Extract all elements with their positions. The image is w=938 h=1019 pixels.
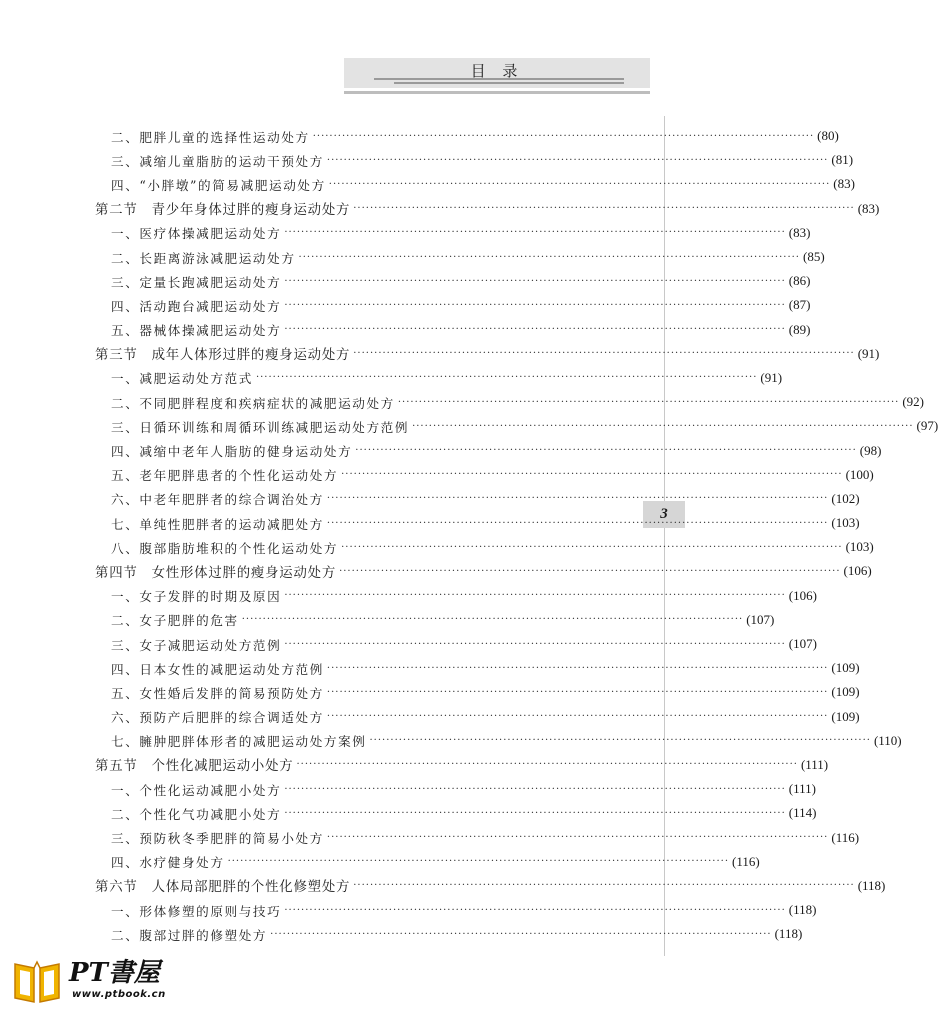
toc-page-number: (97) bbox=[916, 418, 938, 434]
toc-page-number: (109) bbox=[831, 660, 860, 676]
leader-dots: ························································································································ bbox=[326, 154, 829, 166]
leader-dots: ························································································································ bbox=[326, 686, 829, 698]
leader-dots: ························································································································ bbox=[298, 251, 800, 263]
toc-entry-row[interactable] bbox=[95, 269, 811, 293]
toc-entry-title: 四、“小胖墩”的简易减肥运动处方 bbox=[111, 177, 326, 193]
section-number: 第三节 bbox=[95, 348, 138, 364]
section-number: 第四节 bbox=[95, 565, 138, 581]
toc-entry-title: 五、老年肥胖患者的个性化运动处方 bbox=[111, 468, 339, 484]
toc-entry-title: 二、腹部过胖的修塑处方 bbox=[111, 927, 268, 943]
toc-entry-title: 个性化减肥运动小处方 bbox=[151, 759, 294, 775]
toc-entry-title: 三、减缩儿童脂肪的运动干预处方 bbox=[111, 153, 324, 169]
toc-entry-row[interactable] bbox=[95, 148, 854, 172]
book-logo-icon bbox=[12, 956, 62, 1002]
leader-dots: ························································································································ bbox=[284, 638, 786, 650]
header-rule bbox=[394, 82, 624, 84]
leader-dots: ························································································································ bbox=[270, 928, 772, 940]
page-header bbox=[344, 58, 650, 98]
header-rule bbox=[344, 91, 650, 94]
toc-entry-row[interactable] bbox=[95, 463, 874, 487]
toc-entry-row[interactable] bbox=[95, 535, 874, 559]
toc-page-number: (118) bbox=[788, 902, 817, 918]
toc-page-number: (118) bbox=[774, 926, 803, 942]
toc-entry-title: 二、不同肥胖程度和疾病症状的减肥运动处方 bbox=[111, 395, 395, 411]
toc-entry-row[interactable] bbox=[95, 680, 860, 704]
toc-entry-title: 一、减肥运动处方范式 bbox=[111, 371, 253, 387]
toc-entry-title: 一、个性化运动减肥小处方 bbox=[111, 782, 282, 798]
toc-page-number: (106) bbox=[843, 563, 872, 579]
toc-entry-row[interactable] bbox=[95, 124, 839, 148]
toc-page-number: (100) bbox=[845, 466, 874, 482]
toc-entry-row[interactable] bbox=[95, 414, 938, 438]
toc-entry-title: 二、长距离游泳减肥运动处方 bbox=[111, 250, 296, 266]
toc-entry-row[interactable] bbox=[95, 608, 775, 632]
leader-dots: ························································································································ bbox=[341, 469, 843, 481]
toc-entry-row[interactable] bbox=[95, 729, 902, 753]
leader-dots: ························································································································ bbox=[284, 275, 786, 287]
toc-page-number: (85) bbox=[802, 249, 825, 265]
leader-dots: ························································································································ bbox=[284, 227, 786, 239]
leader-dots: ························································································································ bbox=[353, 203, 855, 215]
toc-page-number: (92) bbox=[902, 394, 924, 410]
toc-entry-title: 三、日循环训练和周循环训练减肥运动处方范例 bbox=[111, 419, 410, 435]
toc-entry-row[interactable] bbox=[95, 705, 860, 729]
toc-section-row[interactable] bbox=[95, 753, 829, 777]
leader-dots: ························································································································ bbox=[284, 590, 786, 602]
toc-entry-title: 七、臃肿肥胖体形者的减肥运动处方案例 bbox=[111, 734, 367, 750]
toc-page-number: (83) bbox=[857, 200, 880, 216]
toc-entry-title: 五、女性婚后发胖的简易预防处方 bbox=[111, 685, 324, 701]
toc-entry-row[interactable] bbox=[95, 825, 860, 849]
toc-entry-row[interactable] bbox=[95, 221, 811, 245]
section-number: 第五节 bbox=[95, 759, 138, 775]
logo-url: www.ptbook.cn bbox=[72, 989, 166, 1000]
leader-dots: ························································································································ bbox=[284, 807, 786, 819]
leader-dots: ························································································································ bbox=[412, 420, 914, 432]
toc-section-row[interactable] bbox=[95, 342, 880, 366]
leader-dots: ························································································································ bbox=[355, 445, 857, 457]
logo-name: PT書屋 bbox=[69, 958, 160, 988]
toc-section-row[interactable] bbox=[95, 559, 872, 583]
toc-page-number: (110) bbox=[873, 732, 902, 748]
toc-page-number: (80) bbox=[817, 128, 839, 144]
toc-entry-row[interactable] bbox=[95, 245, 825, 269]
leader-dots: ························································································································ bbox=[284, 299, 786, 311]
leader-dots: ························································································································ bbox=[296, 759, 798, 771]
toc-page-number: (103) bbox=[831, 515, 860, 531]
toc-entry-row[interactable] bbox=[95, 438, 882, 462]
leader-dots: ························································································································ bbox=[369, 735, 871, 747]
leader-dots: ························································································································ bbox=[227, 856, 730, 868]
toc-page-number: (111) bbox=[788, 781, 816, 797]
leader-dots: ························································································································ bbox=[353, 348, 855, 360]
toc-entry-row[interactable] bbox=[95, 656, 860, 680]
toc-page-number: (102) bbox=[831, 490, 860, 506]
toc-entry-row[interactable] bbox=[95, 801, 817, 825]
toc-entry-title: 六、预防产后肥胖的综合调适处方 bbox=[111, 710, 324, 726]
leader-dots: ························································································································ bbox=[326, 832, 829, 844]
toc-entry-title: 四、水疗健身处方 bbox=[111, 855, 225, 871]
table-of-contents bbox=[95, 124, 938, 946]
toc-entry-row[interactable] bbox=[95, 390, 924, 414]
leader-dots: ························································································································ bbox=[284, 904, 786, 916]
leader-dots: ························································································································ bbox=[341, 541, 843, 553]
toc-entry-title: 四、减缩中老年人脂肪的健身运动处方 bbox=[111, 444, 353, 460]
leader-dots: ························································································································ bbox=[339, 565, 841, 577]
toc-entry-title: 三、预防秋冬季肥胖的简易小处方 bbox=[111, 831, 324, 847]
toc-section-row[interactable] bbox=[95, 197, 880, 221]
toc-entry-title: 一、形体修塑的原则与技巧 bbox=[111, 903, 282, 919]
toc-entry-title: 六、中老年肥胖者的综合调治处方 bbox=[111, 492, 324, 508]
toc-page-number: (103) bbox=[845, 539, 874, 555]
leader-dots: ························································································································ bbox=[328, 178, 831, 190]
toc-entry-title: 三、女子减肥运动处方范例 bbox=[111, 637, 282, 653]
toc-page-number: (107) bbox=[788, 636, 817, 652]
toc-entry-title: 八、腹部脂肪堆积的个性化运动处方 bbox=[111, 540, 339, 556]
leader-dots: ························································································································ bbox=[326, 493, 829, 505]
leader-dots: ························································································································ bbox=[326, 662, 829, 674]
toc-page-number: (91) bbox=[857, 345, 880, 361]
toc-entry-row[interactable] bbox=[95, 487, 860, 511]
toc-entry-row[interactable] bbox=[95, 293, 811, 317]
toc-page-number: (87) bbox=[788, 297, 811, 313]
toc-entry-row[interactable] bbox=[95, 318, 811, 342]
toc-entry-row[interactable] bbox=[95, 366, 783, 390]
toc-page-number: (81) bbox=[831, 152, 854, 168]
toc-page-number: (109) bbox=[831, 708, 860, 724]
toc-page-number: (98) bbox=[859, 442, 882, 458]
toc-entry-title: 二、肥胖儿童的选择性运动处方 bbox=[111, 129, 310, 145]
toc-entry-title: 女性形体过胖的瘦身运动处方 bbox=[151, 565, 337, 581]
toc-page-number: (83) bbox=[788, 224, 811, 240]
toc-entry-title: 五、器械体操减肥运动处方 bbox=[111, 323, 282, 339]
leader-dots: ························································································································ bbox=[284, 783, 786, 795]
toc-entry-row[interactable] bbox=[95, 850, 760, 874]
toc-page-number: (83) bbox=[833, 176, 855, 192]
toc-entry-row[interactable] bbox=[95, 922, 803, 946]
toc-entry-title: 七、单纯性肥胖者的运动减肥处方 bbox=[111, 516, 324, 532]
toc-page-number: (118) bbox=[857, 877, 886, 893]
toc-entry-title: 二、个性化气功减肥小处方 bbox=[111, 806, 282, 822]
toc-entry-row[interactable] bbox=[95, 584, 817, 608]
leader-dots: ························································································································ bbox=[241, 614, 744, 626]
page-title: 目 录 bbox=[470, 62, 524, 80]
toc-entry-title: 四、活动跑台减肥运动处方 bbox=[111, 298, 282, 314]
leader-dots: ························································································································ bbox=[255, 372, 758, 384]
toc-entry-title: 成年人体形过胖的瘦身运动处方 bbox=[151, 348, 351, 364]
toc-page-number: (109) bbox=[831, 684, 860, 700]
section-number: 第六节 bbox=[95, 880, 138, 896]
leader-dots: ························································································································ bbox=[397, 396, 900, 408]
section-number: 第二节 bbox=[95, 203, 138, 219]
leader-dots: ························································································································ bbox=[326, 711, 829, 723]
toc-entry-title: 二、女子肥胖的危害 bbox=[111, 613, 239, 629]
leader-dots: ························································································································ bbox=[312, 130, 815, 142]
watermark-logo bbox=[12, 952, 192, 1012]
toc-entry-title: 一、女子发胖的时期及原因 bbox=[111, 589, 282, 605]
toc-entry-title: 四、日本女性的减肥运动处方范例 bbox=[111, 661, 324, 677]
toc-entry-title: 三、定量长跑减肥运动处方 bbox=[111, 274, 282, 290]
leader-dots: ························································································································ bbox=[326, 517, 829, 529]
leader-dots: ························································································································ bbox=[284, 324, 786, 336]
toc-entry-row[interactable] bbox=[95, 632, 817, 656]
toc-entry-title: 青少年身体过胖的瘦身运动处方 bbox=[151, 203, 351, 219]
toc-page-number: (91) bbox=[760, 369, 783, 385]
toc-entry-row[interactable] bbox=[95, 898, 817, 922]
toc-entry-row[interactable] bbox=[95, 172, 855, 196]
page-number-tab: 3 bbox=[643, 501, 685, 528]
toc-entry-row[interactable] bbox=[95, 511, 860, 535]
toc-page-number: (116) bbox=[831, 829, 860, 845]
margin-rule bbox=[664, 116, 665, 956]
toc-page-number: (111) bbox=[800, 756, 829, 772]
toc-page-number: (116) bbox=[732, 853, 760, 869]
toc-entry-title: 人体局部肥胖的个性化修塑处方 bbox=[151, 880, 351, 896]
leader-dots: ························································································································ bbox=[353, 880, 855, 892]
toc-page-number: (107) bbox=[746, 611, 775, 627]
toc-page-number: (106) bbox=[788, 587, 817, 603]
toc-page-number: (114) bbox=[788, 805, 817, 821]
toc-page-number: (86) bbox=[788, 273, 811, 289]
toc-entry-title: 一、医疗体操减肥运动处方 bbox=[111, 226, 282, 242]
toc-entry-row[interactable] bbox=[95, 777, 816, 801]
toc-section-row[interactable] bbox=[95, 874, 886, 898]
toc-page-number: (89) bbox=[788, 321, 811, 337]
